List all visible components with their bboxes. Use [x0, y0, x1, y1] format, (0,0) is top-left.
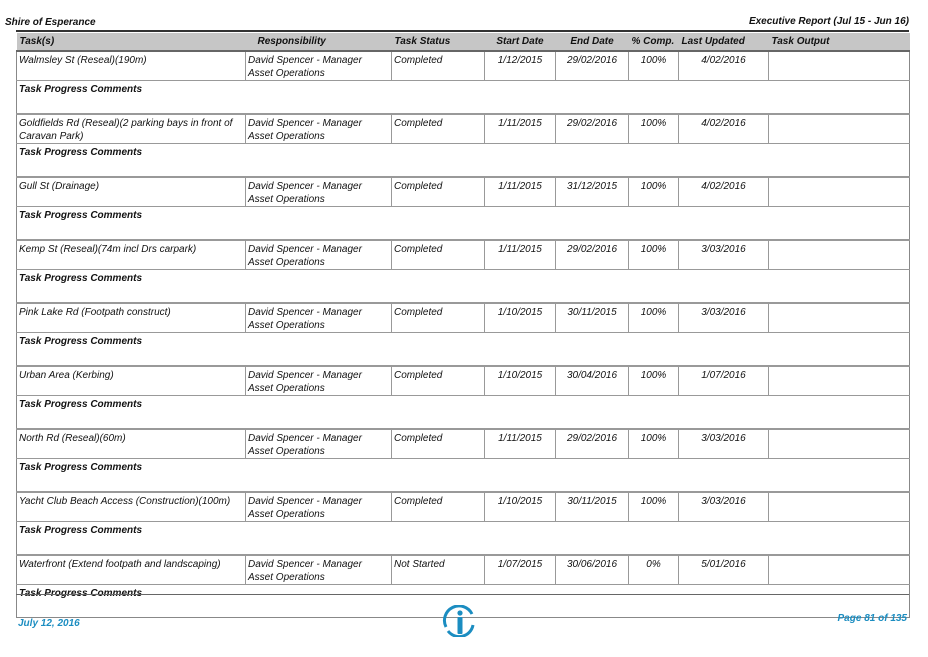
- comments-row: [17, 270, 910, 304]
- table-row: [17, 429, 910, 459]
- start-date: 1/10/2015: [485, 492, 556, 522]
- task-progress-comments-label: Task Progress Comments: [17, 207, 910, 241]
- comments-row: [17, 207, 910, 241]
- task-status: Completed: [392, 366, 485, 396]
- col-header-task: Task(s): [17, 33, 246, 51]
- report-title: Executive Report (Jul 15 - Jun 16): [748, 16, 909, 27]
- task-progress-comments-label: Task Progress Comments: [17, 81, 910, 115]
- last-updated: 4/02/2016: [679, 114, 769, 144]
- table-row: [17, 240, 910, 270]
- end-date: 29/02/2016: [556, 51, 629, 81]
- task-output: [769, 51, 910, 81]
- start-date: 1/11/2015: [485, 114, 556, 144]
- organisation-name: Shire of Esperance: [5, 17, 96, 28]
- responsibility: David Spencer - Manager Asset Operations: [246, 114, 392, 144]
- info-i-logo-icon: [440, 605, 478, 637]
- task-status: Not Started: [392, 555, 485, 585]
- task-output: [769, 555, 910, 585]
- end-date: 29/02/2016: [556, 240, 629, 270]
- task-output: [769, 240, 910, 270]
- task-status: Completed: [392, 492, 485, 522]
- last-updated: 5/01/2016: [679, 555, 769, 585]
- task-status: Completed: [392, 303, 485, 333]
- task-progress-comments-label: Task Progress Comments: [17, 396, 910, 430]
- comments-row: [17, 396, 910, 430]
- task-progress-comments-label: Task Progress Comments: [17, 144, 910, 178]
- report-date: July 12, 2016: [18, 618, 80, 629]
- task-output: [769, 303, 910, 333]
- responsibility: David Spencer - Manager Asset Operations: [246, 51, 392, 81]
- task-output: [769, 177, 910, 207]
- task-name: Urban Area (Kerbing): [17, 366, 246, 396]
- end-date: 30/06/2016: [556, 555, 629, 585]
- end-date: 30/11/2015: [556, 303, 629, 333]
- col-header-end-date: End Date: [556, 33, 629, 51]
- task-progress-comments-label: Task Progress Comments: [17, 522, 910, 556]
- task-name: Kemp St (Reseal)(74m incl Drs carpark): [17, 240, 246, 270]
- last-updated: 4/02/2016: [679, 51, 769, 81]
- last-updated: 3/03/2016: [679, 303, 769, 333]
- end-date: 29/02/2016: [556, 114, 629, 144]
- table-row: [17, 366, 910, 396]
- responsibility: David Spencer - Manager Asset Operations: [246, 303, 392, 333]
- percent-complete: 100%: [629, 366, 679, 396]
- task-name: North Rd (Reseal)(60m): [17, 429, 246, 459]
- percent-complete: 100%: [629, 492, 679, 522]
- col-header-responsibility: Responsibility: [246, 33, 392, 51]
- end-date: 30/04/2016: [556, 366, 629, 396]
- table-header: [17, 33, 910, 51]
- start-date: 1/07/2015: [485, 555, 556, 585]
- task-output: [769, 366, 910, 396]
- comments-row: [17, 144, 910, 178]
- task-name: Gull St (Drainage): [17, 177, 246, 207]
- table-row: [17, 177, 910, 207]
- table-body: [17, 51, 910, 618]
- comments-row: [17, 459, 910, 493]
- comments-row: [17, 333, 910, 367]
- end-date: 30/11/2015: [556, 492, 629, 522]
- last-updated: 3/03/2016: [679, 240, 769, 270]
- percent-complete: 100%: [629, 303, 679, 333]
- percent-complete: 0%: [629, 555, 679, 585]
- task-progress-comments-label: Task Progress Comments: [17, 459, 910, 493]
- task-name: Yacht Club Beach Access (Construction)(100m): [17, 492, 246, 522]
- last-updated: 3/03/2016: [679, 429, 769, 459]
- end-date: 29/02/2016: [556, 429, 629, 459]
- task-output: [769, 429, 910, 459]
- table-row: [17, 51, 910, 81]
- task-table: [16, 33, 910, 618]
- start-date: 1/11/2015: [485, 429, 556, 459]
- table-row: [17, 114, 910, 144]
- table-row: [17, 492, 910, 522]
- last-updated: 4/02/2016: [679, 177, 769, 207]
- table-row: [17, 303, 910, 333]
- last-updated: 3/03/2016: [679, 492, 769, 522]
- last-updated: 1/07/2016: [679, 366, 769, 396]
- task-name: Waterfront (Extend footpath and landscaping): [17, 555, 246, 585]
- start-date: 1/12/2015: [485, 51, 556, 81]
- task-progress-comments-label: Task Progress Comments: [17, 270, 910, 304]
- start-date: 1/10/2015: [485, 366, 556, 396]
- comments-row: [17, 81, 910, 115]
- task-status: Completed: [392, 114, 485, 144]
- task-name: Goldfields Rd (Reseal)(2 parking bays in front of Caravan Park): [17, 114, 246, 144]
- percent-complete: 100%: [629, 114, 679, 144]
- percent-complete: 100%: [629, 51, 679, 81]
- start-date: 1/11/2015: [485, 177, 556, 207]
- start-date: 1/11/2015: [485, 240, 556, 270]
- task-name: Pink Lake Rd (Footpath construct): [17, 303, 246, 333]
- percent-complete: 100%: [629, 240, 679, 270]
- page-number: Page 81 of 135: [837, 613, 907, 624]
- percent-complete: 100%: [629, 429, 679, 459]
- col-header-percent-complete: % Comp.: [629, 33, 679, 51]
- task-status: Completed: [392, 429, 485, 459]
- col-header-last-updated: Last Updated: [679, 33, 769, 51]
- responsibility: David Spencer - Manager Asset Operations: [246, 366, 392, 396]
- col-header-status: Task Status: [392, 33, 485, 51]
- comments-row: [17, 522, 910, 556]
- responsibility: David Spencer - Manager Asset Operations: [246, 429, 392, 459]
- percent-complete: 100%: [629, 177, 679, 207]
- task-name: Walmsley St (Reseal)(190m): [17, 51, 246, 81]
- responsibility: David Spencer - Manager Asset Operations: [246, 177, 392, 207]
- start-date: 1/10/2015: [485, 303, 556, 333]
- task-output: [769, 492, 910, 522]
- responsibility: David Spencer - Manager Asset Operations: [246, 555, 392, 585]
- task-status: Completed: [392, 240, 485, 270]
- responsibility: David Spencer - Manager Asset Operations: [246, 240, 392, 270]
- task-status: Completed: [392, 51, 485, 81]
- col-header-task-output: Task Output: [769, 33, 910, 51]
- header-divider: [16, 30, 909, 32]
- task-progress-comments-label: Task Progress Comments: [17, 333, 910, 367]
- col-header-start-date: Start Date: [485, 33, 556, 51]
- task-status: Completed: [392, 177, 485, 207]
- footer-divider: [16, 594, 909, 595]
- table-row: [17, 555, 910, 585]
- task-output: [769, 114, 910, 144]
- end-date: 31/12/2015: [556, 177, 629, 207]
- responsibility: David Spencer - Manager Asset Operations: [246, 492, 392, 522]
